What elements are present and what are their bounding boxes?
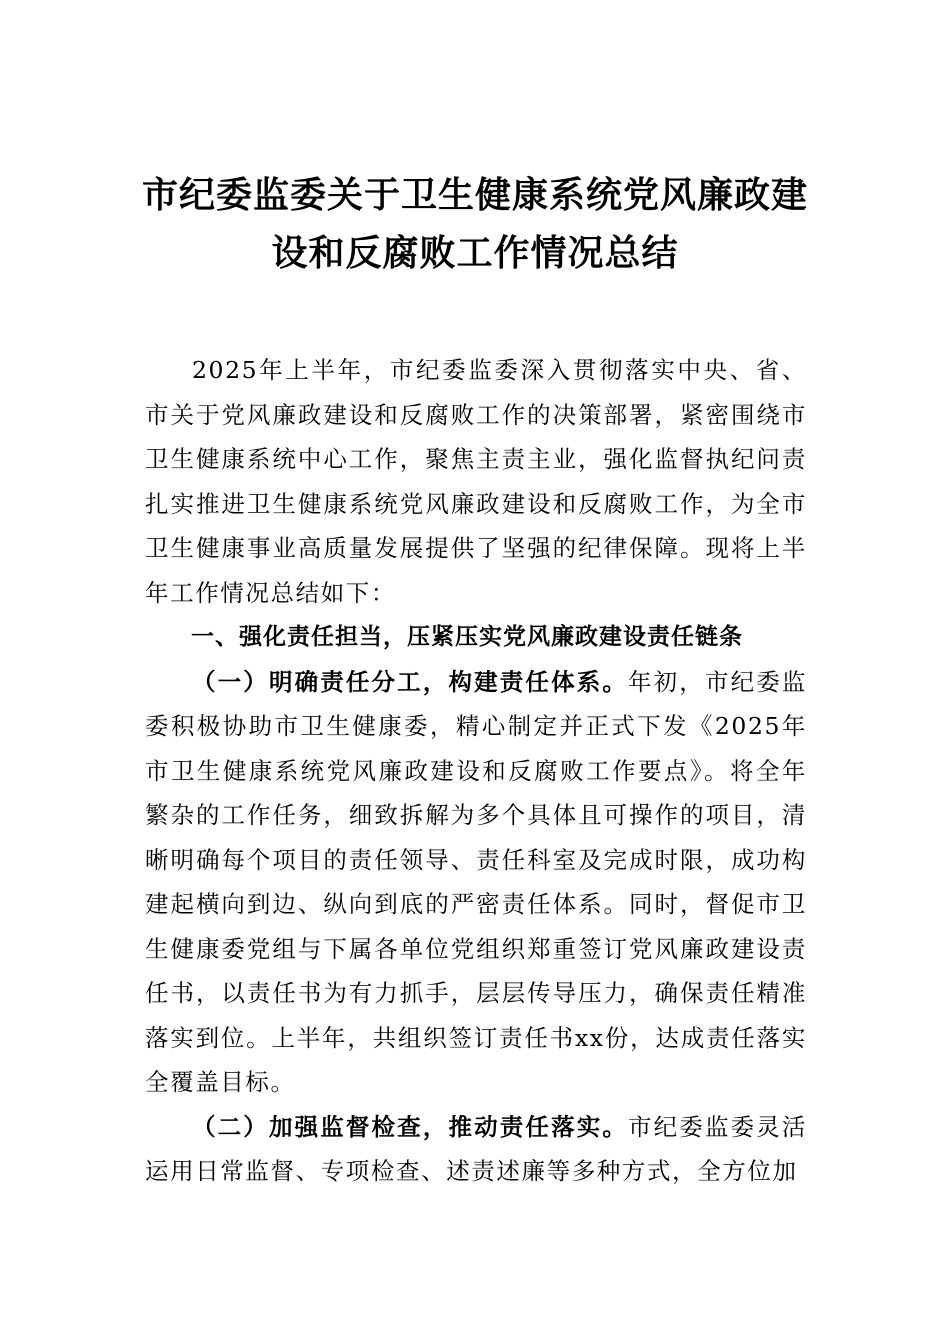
subsection-heading-2: （二）加强监督检查，推动责任落实。 xyxy=(192,1112,629,1141)
subsection-1-paragraph xyxy=(145,660,807,1105)
title-line-1: 市纪委监委关于卫生健康系统党风廉政建 xyxy=(141,174,808,216)
subsection-2-paragraph xyxy=(145,1105,807,1194)
subsection-2-text: 市纪委监委灵活运用日常监督、专项检查、述责述廉等多种方式，全方位加 xyxy=(145,1112,808,1185)
subsection-1-text: 年初，市纪委监委积极协助市卫生健康委，精心制定并正式下发《2025年市卫生健康系统党风廉政建设和反腐败工作要点》。将全年繁杂的工作任务，细致拆解为多个具体且可操作的项目，清晰明确每个项目的责任领导、责任科室及完成时限，成功构建起横向到边、纵向到底的严密责任体系。同时，督促市卫生健康委党组与下属各单位党组织郑重签订党风廉政建设责任书，以责任书为有力抓手，层层传导压力，确保责任精准落实到位。上半年，共组织签订责任书xx份，达成责任落实全覆盖目标。 xyxy=(145,667,808,1096)
intro-paragraph: 2025年上半年，市纪委监委深入贯彻落实中央、省、市关于党风廉政建设和反腐败工作的决策部署，紧密围绕市卫生健康系统中心工作，聚焦主责主业，强化监督执纪问责扎实推进卫生健康系统党风廉政建设和反腐败工作，为全市卫生健康事业高质量发展提供了坚强的纪律保障。现将上半年工作情况总结如下： xyxy=(145,356,807,607)
document-title xyxy=(100,166,850,282)
document-body xyxy=(145,348,807,1194)
title-line-2: 设和反腐败工作情况总结 xyxy=(271,232,679,274)
section-heading-1: 一、强化责任担当，压紧压实党风廉政建设责任链条 xyxy=(191,624,743,650)
subsection-heading-1: （一）明确责任分工，构建责任体系。 xyxy=(192,667,629,696)
